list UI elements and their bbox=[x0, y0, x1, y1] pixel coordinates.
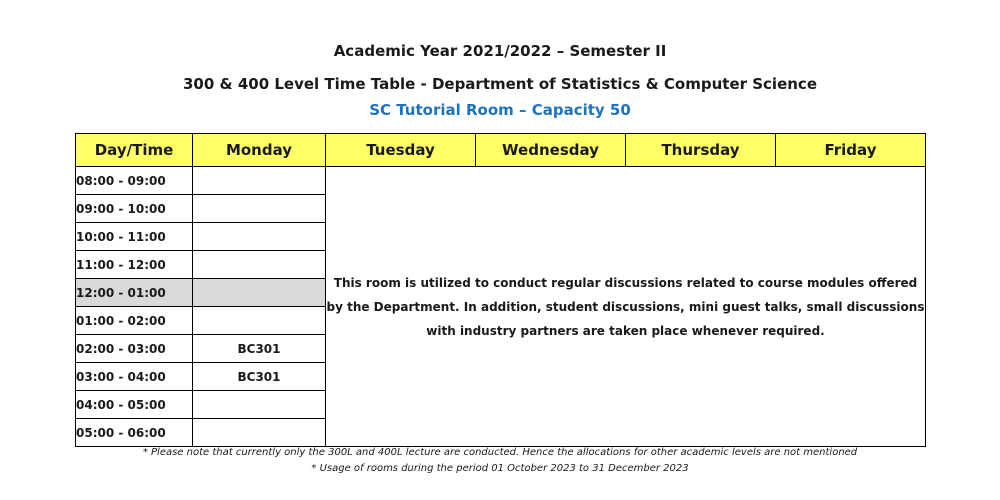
monday-cell bbox=[193, 251, 326, 279]
time-slot: 01:00 - 02:00 bbox=[76, 307, 193, 335]
monday-cell bbox=[193, 279, 326, 307]
col-header-day-time: Day/Time bbox=[76, 134, 193, 167]
monday-cell bbox=[193, 391, 326, 419]
monday-cell: BC301 bbox=[193, 363, 326, 391]
monday-cell bbox=[193, 419, 326, 447]
time-slot: 12:00 - 01:00 bbox=[76, 279, 193, 307]
monday-cell bbox=[193, 195, 326, 223]
time-slot: 05:00 - 06:00 bbox=[76, 419, 193, 447]
col-header-tuesday: Tuesday bbox=[326, 134, 476, 167]
monday-cell: BC301 bbox=[193, 335, 326, 363]
time-slot: 03:00 - 04:00 bbox=[76, 363, 193, 391]
timetable bbox=[75, 133, 926, 447]
room-usage-note: This room is utilized to conduct regular discussions related to course modules offered by the Department. In addition, student discussions, mini guest talks, small discussions with industry partners are taken place whenever required. bbox=[326, 167, 926, 447]
footnote-period: * Usage of rooms during the period 01 October 2023 to 31 December 2023 bbox=[311, 463, 689, 474]
room-subtitle: SC Tutorial Room – Capacity 50 bbox=[369, 101, 631, 119]
footnote-levels: * Please note that currently only the 300L and 400L lecture are conducted. Hence the allocations for other academic levels are not mentioned bbox=[142, 447, 858, 458]
col-header-wednesday: Wednesday bbox=[476, 134, 626, 167]
time-slot: 08:00 - 09:00 bbox=[76, 167, 193, 195]
table-row bbox=[76, 167, 926, 195]
academic-year-title: Academic Year 2021/2022 – Semester II bbox=[333, 42, 667, 60]
time-slot: 10:00 - 11:00 bbox=[76, 223, 193, 251]
time-slot: 02:00 - 03:00 bbox=[76, 335, 193, 363]
time-slot: 04:00 - 05:00 bbox=[76, 391, 193, 419]
time-slot: 09:00 - 10:00 bbox=[76, 195, 193, 223]
col-header-monday: Monday bbox=[193, 134, 326, 167]
col-header-friday: Friday bbox=[776, 134, 926, 167]
monday-cell bbox=[193, 223, 326, 251]
header-row bbox=[76, 134, 926, 167]
monday-cell bbox=[193, 167, 326, 195]
time-slot: 11:00 - 12:00 bbox=[76, 251, 193, 279]
monday-cell bbox=[193, 307, 326, 335]
col-header-thursday: Thursday bbox=[626, 134, 776, 167]
timetable-title: 300 & 400 Level Time Table - Department of Statistics & Computer Science bbox=[182, 75, 817, 93]
